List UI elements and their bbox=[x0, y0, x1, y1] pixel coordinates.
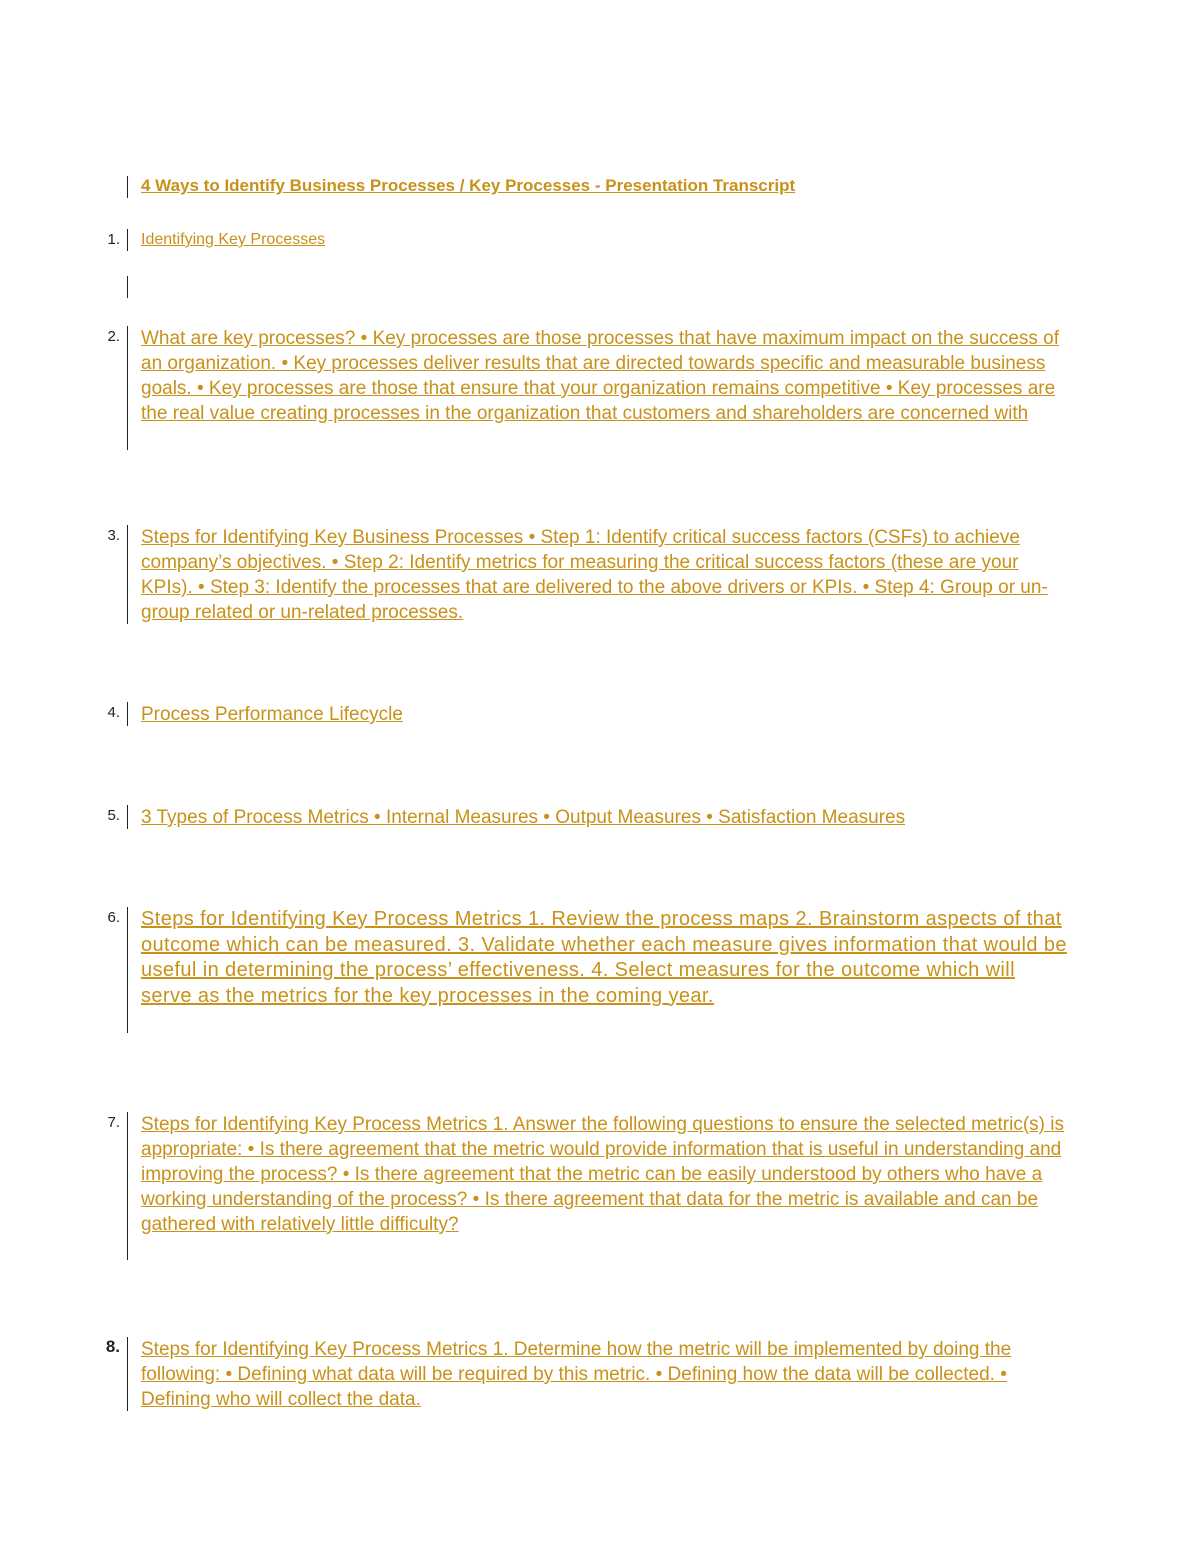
slide-bar bbox=[127, 1337, 128, 1411]
slide-bar bbox=[127, 702, 128, 726]
slide-bar bbox=[127, 1112, 128, 1260]
slide-number: 6. bbox=[107, 909, 120, 926]
slide-text[interactable]: Steps for Identifying Key Process Metrics 1. Determine how the metric will be implemented by doing the following: • Defining what data will be required by this metric. • Defining how the data will be collected. • Defining who will collect the data. bbox=[141, 1339, 1012, 1410]
slide-number: 1. bbox=[107, 231, 120, 248]
slide-bar bbox=[127, 326, 128, 450]
slide-text[interactable]: Steps for Identifying Key Business Processes • Step 1: Identify critical success factors (CSFs) to achieve company’s objectives. • Step 2: Identify metrics for measuring the critical success factors (these are your KPIs). • Step 3: Identify the processes that are delivered to the above drivers or KPIs. • Step 4: Group or un-group related or un-related processes. bbox=[141, 527, 1048, 623]
slide-number: 5. bbox=[107, 807, 120, 824]
slide-text[interactable]: Process Performance Lifecycle bbox=[141, 704, 403, 725]
slide-bar bbox=[127, 229, 128, 251]
slide-number: 4. bbox=[107, 704, 120, 721]
slide-bar bbox=[127, 907, 128, 1033]
slide-text[interactable]: 3 Types of Process Metrics • Internal Measures • Output Measures • Satisfaction Measures bbox=[141, 807, 906, 828]
slide-bar bbox=[127, 525, 128, 624]
slide-bar bbox=[127, 805, 128, 829]
slide-number: 7. bbox=[107, 1114, 120, 1131]
document-title[interactable]: 4 Ways to Identify Business Processes / Key Processes - Presentation Transcript bbox=[141, 176, 796, 195]
slide-number: 3. bbox=[107, 527, 120, 544]
empty-bar bbox=[127, 276, 128, 298]
slide-number: 2. bbox=[107, 328, 120, 345]
slide-number: 8. bbox=[105, 1337, 120, 1356]
slide-text[interactable]: Identifying Key Processes bbox=[141, 231, 326, 248]
slide-text[interactable]: Steps for Identifying Key Process Metrics 1. Answer the following questions to ensure the selected metric(s) is appropriate: • Is there agreement that the metric would provide information that is useful in understanding and improving the process? • Is there agreement that the metric can be easily understood by others who have a working understanding of the process? • Is there agreement that data for the metric is available and can be gathered with relatively little difficulty? bbox=[141, 1114, 1064, 1235]
title-bar bbox=[127, 176, 128, 198]
slide-text[interactable]: What are key processes? • Key processes are those processes that have maximum impact on the success of an organization. • Key processes deliver results that are directed towards specific and measurable business goals. • Key processes are those that ensure that your organization remains competitive • Key processes are the real value creating processes in the organization that customers and shareholders are concerned with bbox=[141, 328, 1060, 424]
slide-text[interactable]: Steps for Identifying Key Process Metrics 1. Review the process maps 2. Brainstorm aspects of that outcome which can be measured. 3. Validate whether each measure gives information that would be useful in determining the process’ effectiveness. 4. Select measures for the outcome which will serve as the metrics for the key processes in the coming year. bbox=[141, 908, 1067, 1007]
